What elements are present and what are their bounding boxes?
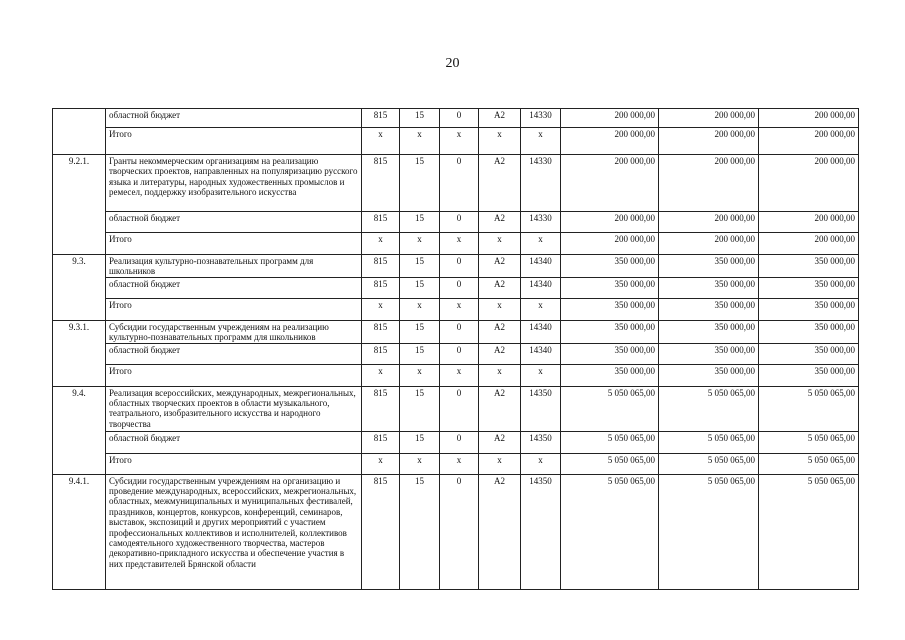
item-description: Итого [106,128,362,155]
code-cell: 0 [440,386,479,431]
amount-cell: 200 000,00 [561,233,659,255]
amount-cell: 350 000,00 [659,277,759,298]
amount-cell: 5 050 065,00 [759,453,859,474]
amount-cell: 5 050 065,00 [659,386,759,431]
amount-cell: 5 050 065,00 [759,474,859,589]
code-cell: 15 [400,320,440,343]
code-cell: 0 [440,255,479,278]
code-cell: х [521,128,561,155]
amount-cell: 200 000,00 [659,155,759,212]
table-row [53,128,859,155]
table-row [53,255,859,278]
code-cell: х [440,128,479,155]
code-cell: 0 [440,212,479,233]
code-cell: х [479,364,521,386]
code-cell: х [400,233,440,255]
amount-cell: 350 000,00 [659,255,759,278]
code-cell: 14340 [521,255,561,278]
item-description: Субсидии государственным учреждениям на реализацию культурно-познавательных программ для школьников [106,320,362,343]
amount-cell: 200 000,00 [561,212,659,233]
item-number [53,109,106,155]
code-cell: 0 [440,155,479,212]
amount-cell: 350 000,00 [659,364,759,386]
table-row [53,474,859,589]
code-cell: 15 [400,431,440,453]
amount-cell: 5 050 065,00 [561,474,659,589]
code-cell: 14350 [521,474,561,589]
item-number: 9.3.1. [53,320,106,386]
code-cell: 815 [362,155,400,212]
amount-cell: 200 000,00 [659,212,759,233]
code-cell: х [440,233,479,255]
item-number: 9.3. [53,255,106,321]
table-row [53,453,859,474]
amount-cell: 5 050 065,00 [759,431,859,453]
code-cell: 15 [400,255,440,278]
amount-cell: 350 000,00 [561,255,659,278]
code-cell: 15 [400,155,440,212]
code-cell: А2 [479,255,521,278]
table-row [53,431,859,453]
code-cell: х [362,364,400,386]
code-cell: 0 [440,320,479,343]
code-cell: х [479,298,521,320]
amount-cell: 350 000,00 [759,255,859,278]
code-cell: А2 [479,320,521,343]
amount-cell: 200 000,00 [659,233,759,255]
code-cell: 15 [400,474,440,589]
item-description: Реализация культурно-познавательных программ для школьников [106,255,362,278]
table-row [53,212,859,233]
item-description: областной бюджет [106,277,362,298]
item-description: областной бюджет [106,431,362,453]
code-cell: 14340 [521,277,561,298]
amount-cell: 5 050 065,00 [659,474,759,589]
code-cell: х [521,298,561,320]
amount-cell: 350 000,00 [561,343,659,364]
item-description: Итого [106,364,362,386]
amount-cell: 350 000,00 [561,298,659,320]
table-row [53,233,859,255]
amount-cell: 5 050 065,00 [659,453,759,474]
code-cell: 15 [400,343,440,364]
item-description: Итого [106,233,362,255]
table-row [53,155,859,212]
amount-cell: 350 000,00 [659,298,759,320]
amount-cell: 200 000,00 [759,128,859,155]
code-cell: 15 [400,109,440,128]
code-cell: 815 [362,474,400,589]
item-description: Итого [106,453,362,474]
amount-cell: 350 000,00 [759,277,859,298]
amount-cell: 200 000,00 [759,212,859,233]
code-cell: 0 [440,474,479,589]
code-cell: А2 [479,343,521,364]
item-description: Субсидии государственным учреждениям на организацию и проведение международных, всероссийских, межрегиональных, областных, межмуниципальных и муниципальных фестивалей, праздников, концертов, конкурсов, конференций, семинаров, выставок, экспозиций и других мероприятий с участием профессиональных коллективов и исполнителей, коллективов самодеятельного художественного творчества, мастеров декоративно-прикладного искусства и обеспечение участия в них представителей Брянской области [106,474,362,589]
code-cell: 14330 [521,155,561,212]
code-cell: х [521,233,561,255]
amount-cell: 200 000,00 [561,155,659,212]
code-cell: 15 [400,277,440,298]
amount-cell: 350 000,00 [759,364,859,386]
code-cell: 815 [362,343,400,364]
code-cell: х [479,233,521,255]
code-cell: А2 [479,474,521,589]
amount-cell: 200 000,00 [759,155,859,212]
amount-cell: 200 000,00 [561,128,659,155]
item-number: 9.2.1. [53,155,106,255]
code-cell: 0 [440,431,479,453]
amount-cell: 200 000,00 [659,109,759,128]
amount-cell: 5 050 065,00 [561,386,659,431]
amount-cell: 5 050 065,00 [759,386,859,431]
amount-cell: 350 000,00 [659,343,759,364]
code-cell: х [400,298,440,320]
code-cell: х [440,453,479,474]
code-cell: 15 [400,212,440,233]
amount-cell: 200 000,00 [759,233,859,255]
code-cell: 14350 [521,386,561,431]
budget-table [52,108,859,590]
code-cell: 0 [440,277,479,298]
amount-cell: 350 000,00 [759,298,859,320]
code-cell: 15 [400,386,440,431]
code-cell: х [362,298,400,320]
amount-cell: 200 000,00 [561,109,659,128]
amount-cell: 350 000,00 [659,320,759,343]
code-cell: 14350 [521,431,561,453]
code-cell: А2 [479,431,521,453]
code-cell: х [400,364,440,386]
code-cell: 815 [362,320,400,343]
code-cell: 14330 [521,109,561,128]
code-cell: 14340 [521,320,561,343]
table-row [53,277,859,298]
code-cell: 14330 [521,212,561,233]
item-description: Реализация всероссийских, международных, межрегиональных, областных творческих проектов в области музыкального, театрального, изобразительного искусства и народного творчества [106,386,362,431]
amount-cell: 350 000,00 [759,320,859,343]
page-number: 20 [445,56,460,71]
code-cell: А2 [479,277,521,298]
code-cell: 815 [362,386,400,431]
code-cell: А2 [479,386,521,431]
amount-cell: 5 050 065,00 [561,453,659,474]
item-description: Гранты некоммерческим организациям на реализацию творческих проектов, направленных на популяризацию русского языка и литературы, народных художественных промыслов и ремесел, поддержку изобразительного искусства [106,155,362,212]
amount-cell: 350 000,00 [561,277,659,298]
code-cell: х [400,453,440,474]
amount-cell: 5 050 065,00 [659,431,759,453]
code-cell: А2 [479,109,521,128]
code-cell: 815 [362,109,400,128]
item-description: областной бюджет [106,343,362,364]
code-cell: х [521,364,561,386]
item-description: Итого [106,298,362,320]
amount-cell: 200 000,00 [759,109,859,128]
code-cell: х [362,453,400,474]
code-cell: 815 [362,255,400,278]
code-cell: х [479,128,521,155]
amount-cell: 200 000,00 [659,128,759,155]
code-cell: х [362,128,400,155]
table-row [53,109,859,128]
code-cell: 815 [362,277,400,298]
table-row [53,320,859,343]
table-row [53,364,859,386]
code-cell: А2 [479,212,521,233]
code-cell: х [400,128,440,155]
code-cell: 14340 [521,343,561,364]
item-description: областной бюджет [106,109,362,128]
item-number: 9.4.1. [53,474,106,589]
table-row [53,298,859,320]
code-cell: х [362,233,400,255]
table-row [53,343,859,364]
code-cell: х [440,298,479,320]
code-cell: 0 [440,343,479,364]
code-cell: 815 [362,431,400,453]
amount-cell: 350 000,00 [561,364,659,386]
code-cell: 0 [440,109,479,128]
amount-cell: 5 050 065,00 [561,431,659,453]
item-description: областной бюджет [106,212,362,233]
code-cell: х [521,453,561,474]
code-cell: х [440,364,479,386]
item-number: 9.4. [53,386,106,474]
table-row [53,386,859,431]
code-cell: 815 [362,212,400,233]
code-cell: А2 [479,155,521,212]
code-cell: х [479,453,521,474]
amount-cell: 350 000,00 [759,343,859,364]
amount-cell: 350 000,00 [561,320,659,343]
